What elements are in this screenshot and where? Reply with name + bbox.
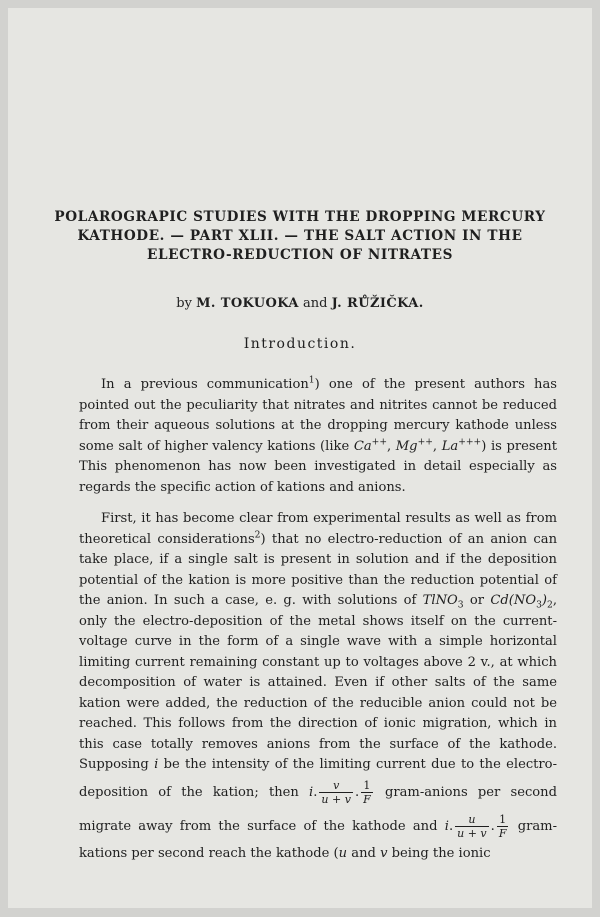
frac-2-num: 1 — [361, 779, 373, 793]
author-2: J. RŮŽIČKA. — [331, 296, 424, 311]
footnote-ref-2: 2 — [254, 529, 261, 541]
salt-tlno3-sub: 3 — [457, 599, 464, 611]
title-line-1: POLAROGRAPIC STUDIES WITH THE DROPPING MERCURY — [54, 209, 546, 225]
ion-ca: Ca — [353, 438, 372, 454]
byline-prefix: by — [176, 296, 192, 311]
salt-cdno3: Cd(NO — [490, 593, 537, 608]
salt-cdno3-sub2: 2 — [547, 599, 553, 611]
salt-cdno3-sub: 3 — [536, 599, 542, 611]
var-i: i — [154, 757, 159, 772]
fraction-v-over-uv — [319, 779, 353, 806]
p2-text-g: being the ionic — [387, 845, 491, 861]
frac-4-den: F — [498, 826, 507, 840]
paragraph-2: First, it has become clear from experimental results as well as from theoretical considerations$^2$) that no electro-reduction of an anion can take place, if a single salt is present in solution and if the deposition potential of the kation is more positive than the reduction potential of the anion. In such a case, e. g. with solutions of TlNO$_3$ or $Cd(NO_3)_2$, only the electro-deposition of the metal shows itself on the current-voltage curve in the form of a single wave with a simple horizontal limiting current remaining constant up to voltages above 2 v., at which decomposition of water is attained. Even if other salts of the same kation were added, the reduction of the reducible anion could not be reached. This follows from the direction of ionic migration, which in this case totally removes anions from the surface of the kathode. Supposing i be the intensity of the limiting current due to the electro-deposition of the kation; then i. $\frac{v}{u + v}$ . $\frac{1}{F}$ gram-anions per second migrate away from the surface of the kathode and i. $\frac{u}{u + v}$ . $\frac{1}{F}$ gram-kations per second reach the kathode (u and v being the ionic — [79, 511, 557, 861]
p1-text-a: In a previous communication — [101, 377, 309, 392]
footnote-ref-1: 1 — [308, 374, 315, 386]
p1-text-c: ) is present This phenomenon has now been investigated in detail especially as regards the specific action of kations and anions. — [79, 438, 557, 495]
frac-4-num: 1 — [497, 813, 509, 827]
p2-text-b: ) that no electro-reduction of an anion can take place, if a single salt is present in solution and if the deposition potential of the kation is more positive than the reduction potential of the anion. In such a case, e. g. with solutions of — [79, 531, 557, 608]
var-v: v — [380, 845, 388, 861]
salt-cdno3-close: ) — [541, 593, 547, 608]
paragraph-1: In a previous communication$^1$) one of the present authors has pointed out the peculiarity that nitrates and nitrites cannot be reduced from their aqueous solutions at the dropping mercury kathode unless some salt of higher valency kations (like Ca++, Mg++, La+++) is present This phenomenon has now been investigated in detail especially as regards the specific action of kations and anions. — [79, 374, 557, 495]
frac-1-num: v — [319, 779, 353, 793]
p2-or: or — [463, 593, 491, 608]
p1-text-b: ) one of the present authors has pointed out the peculiarity that nitrates and nitrites cannot be reduced from their aqueous solutions at the dropping mercury kathode unless some salt of higher valency kations (like — [79, 377, 557, 454]
var-u: u — [338, 845, 348, 861]
ion-la-charge: +++ — [458, 436, 482, 448]
frac-3-den: u + v — [457, 826, 487, 840]
title-line-3: ELECTRO-REDUCTION OF NITRATES — [146, 247, 453, 263]
section-heading: Introduction. — [243, 336, 357, 352]
fraction-1-over-f-2 — [497, 813, 509, 840]
fraction-1-over-f — [361, 779, 373, 806]
p2-text-f: gram-kations per second reach the kathode ( — [79, 818, 557, 861]
frac-3-num: u — [455, 813, 489, 827]
title-line-2: KATHODE. — PART XLII. — THE SALT ACTION IN THE — [77, 228, 523, 244]
paper-page — [8, 8, 592, 908]
p2-text-a: First, it has become clear from experimental results as well as from theoretical considerations — [79, 511, 557, 547]
salt-tlno3: TlNO — [422, 593, 458, 608]
frac-1-den: u + v — [321, 792, 351, 806]
frac-2-den: F — [363, 792, 371, 806]
formula-1-i: i — [309, 784, 314, 800]
formula-2-i: i — [444, 818, 449, 834]
ion-ca-charge: ++ — [371, 436, 387, 448]
body-text — [79, 375, 557, 864]
paper-title — [28, 208, 572, 265]
p2-text-d: be the intensity of the limiting current due to the electro-deposition of the kation; then — [79, 757, 557, 800]
author-1: M. TOKUOKA — [196, 296, 299, 311]
ion-mg-charge: ++ — [417, 436, 433, 448]
ion-la: La — [441, 438, 459, 454]
fraction-u-over-uv — [455, 813, 489, 840]
byline-conjunction: and — [303, 296, 328, 311]
p2-text-c: , only the electro-deposition of the metal shows itself on the current-voltage curve in the form of a single wave with a simple horizontal limiting current remaining constant up to voltages above 2 v., at which decomposition of water is attained. Even if other salts of the same kation were added, the reduction of the reducible anion could not be reached. This follows from the direction of ionic migration, which in this case totally removes anions from the surface of the kathode. Supposing — [79, 593, 557, 772]
p2-and: and — [347, 845, 381, 861]
author-byline — [28, 296, 572, 311]
p2-text-e: gram-anions per second migrate away from the surface of the kathode and — [79, 784, 557, 834]
ion-mg: Mg — [395, 438, 418, 454]
